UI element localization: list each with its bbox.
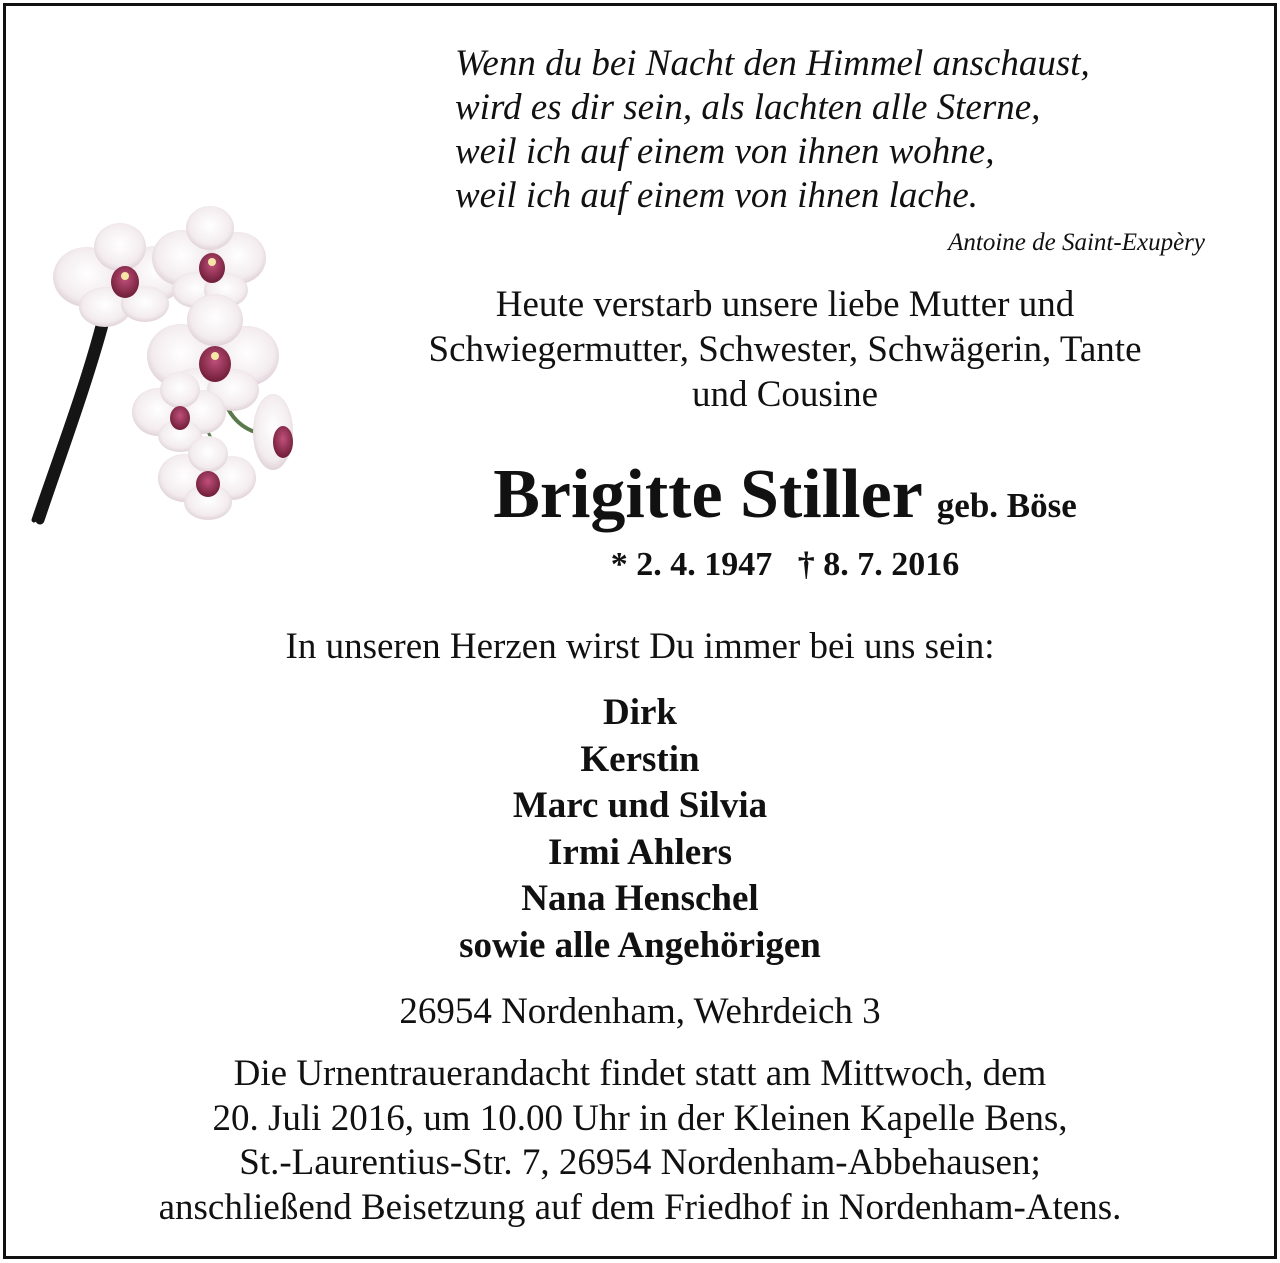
poem-quote — [455, 42, 1245, 218]
poem-line: Wenn du bei Nacht den Himmel anschaust, — [455, 43, 1090, 84]
mourners-list — [0, 690, 1280, 969]
service-line: anschließend Beisetzung auf dem Friedhof in Nordenham-Atens. — [158, 1186, 1122, 1228]
service-line: Die Urnentrauerandacht findet statt am Mittwoch, dem — [233, 1053, 1047, 1094]
death-announcement — [330, 282, 1240, 417]
mourner-name: Irmi Ahlers — [548, 831, 732, 873]
announcement-line: Heute verstarb unsere liebe Mutter und — [495, 284, 1075, 325]
poem-author: Antoine de Saint-Exupèry — [948, 229, 1205, 256]
poem-line: wird es dir sein, als lachten alle Sterne, — [455, 87, 1041, 128]
funeral-service-info — [0, 1052, 1280, 1230]
maiden-name: geb. Böse — [936, 486, 1077, 525]
life-dates: * 2. 4. 1947 † 8. 7. 2016 — [610, 546, 960, 583]
mourner-name: sowie alle Angehörigen — [459, 924, 821, 966]
mourner-name: Nana Henschel — [521, 878, 759, 919]
deceased-name: Brigitte Stiller — [493, 456, 923, 533]
service-line: 20. Juli 2016, um 10.00 Uhr in der Kleinen Kapelle Bens, — [212, 1097, 1068, 1139]
mourner-name: Dirk — [603, 692, 677, 733]
mourner-name: Kerstin — [580, 738, 700, 780]
orchid-illustration — [30, 200, 310, 540]
dedication-text: In unseren Herzen wirst Du immer bei uns sein: — [285, 626, 995, 667]
poem-line: weil ich auf einem von ihnen wohne, — [455, 131, 995, 172]
service-line: St.-Laurentius-Str. 7, 26954 Nordenham-Abbehausen; — [239, 1142, 1041, 1183]
mourner-name: Marc und Silvia — [512, 785, 768, 826]
deceased-name-line — [330, 455, 1240, 535]
poem-line: weil ich auf einem von ihnen lache. — [455, 175, 978, 216]
family-address: 26954 Nordenham, Wehrdeich 3 — [399, 991, 881, 1032]
announcement-line: und Cousine — [691, 374, 879, 415]
announcement-line: Schwiegermutter, Schwester, Schwägerin, Tante — [428, 329, 1142, 370]
